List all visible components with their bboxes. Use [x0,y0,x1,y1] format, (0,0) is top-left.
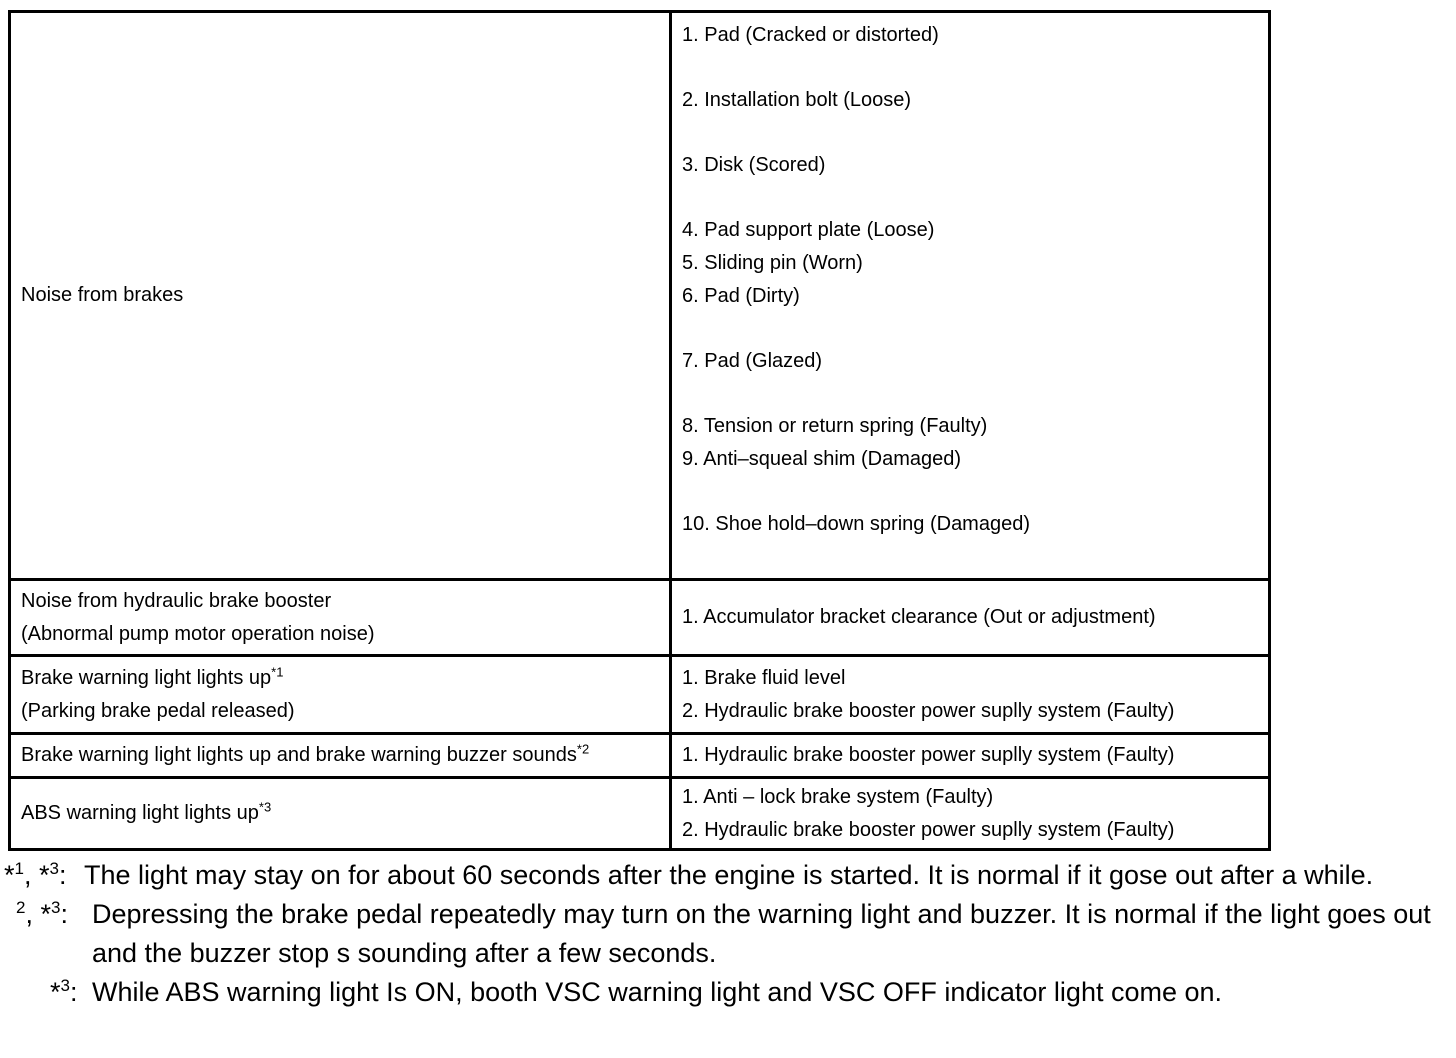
cause-cell [671,580,1270,656]
cause-item: 4. Pad support plate (Loose) [682,219,935,241]
symptom-text: Brake warning light lights $up^{*1}$ [21,663,284,689]
table-row [10,778,1270,850]
footnote-text: While ABS warning light Is ON, booth VSC warning light and VSC OFF indicator light come on. [92,977,1223,1007]
footnote-ref: *2 [576,741,590,757]
footnote-marker: *$^3$: [50,976,78,1007]
footnote-marker: *$^1$, *$^3$: [4,859,67,890]
cause-item: 1. Brake fluid level [682,666,846,689]
table-row [10,12,1270,580]
symptom-text: (Abnormal pump motor operation noise) [21,622,375,645]
cause-item: 7. Pad (Glazed) [682,350,823,372]
symptom-text: Noise from hydraulic brake booster [21,589,332,612]
footnote-marker: $^2$, *$^3$: [16,898,68,929]
footnote [4,856,1454,895]
table-row [10,734,1270,778]
symptom-cell [10,656,671,734]
symptom-text: Noise from brakes [21,284,184,306]
cause-item: 1. Hydraulic brake booster power suplly system (Faulty) [682,744,1175,766]
cause-item: 1. Anti – lock brake system (Faulty) [682,785,994,808]
footnotes [4,856,1454,1012]
cause-item: 5. Sliding pin (Worn) [682,252,863,274]
cause-item: 9. Anti–squeal shim (Damaged) [682,448,962,470]
symptom-cell [10,778,671,850]
troubleshooting-table [8,10,1271,851]
symptom-text: ABS warning light lights $up^{*3}$ [21,799,272,824]
symptom-cell [10,580,671,656]
cause-item: 2. Hydraulic brake booster power suplly system (Faulty) [682,818,1175,841]
footnote-ref: *3 [258,799,272,815]
symptom-cell [10,734,671,778]
cause-cell [671,12,1270,580]
cause-cell [671,656,1270,734]
cause-item: 6. Pad (Dirty) [682,285,800,307]
footnote [4,973,1454,1012]
footnote [4,895,1454,973]
cause-item: 10. Shoe hold–down spring (Damaged) [682,513,1030,535]
table-row [10,580,1270,656]
symptom-text: Brake warning light lights up and brake warning buzzer sounds$^{*2}$ [21,741,590,766]
footnote-text: The light may stay on for about 60 seconds after the engine is started. It is normal if it gose out after a while. [84,860,1374,890]
table-row [10,656,1270,734]
symptom-cell [10,12,671,580]
cause-item: 1. Accumulator bracket clearance (Out or adjustment) [682,606,1156,628]
footnote-ref: *1 [271,663,284,679]
cause-item: 3. Disk (Scored) [682,154,826,176]
cause-item: 2. Installation bolt (Loose) [682,89,912,111]
cause-item: 2. Hydraulic brake booster power suplly system (Faulty) [682,699,1175,722]
symptom-text: (Parking brake pedal released) [21,699,295,722]
footnote-text: Depressing the brake pedal repeatedly may turn on the warning light and buzzer. It is normal if the light goes out and the buzzer stop s sounding after a few seconds. [92,899,1431,968]
cause-item: 1. Pad (Cracked or distorted) [682,24,939,46]
cause-item: 8. Tension or return spring (Faulty) [682,415,988,437]
cause-cell [671,778,1270,850]
cause-cell [671,734,1270,778]
